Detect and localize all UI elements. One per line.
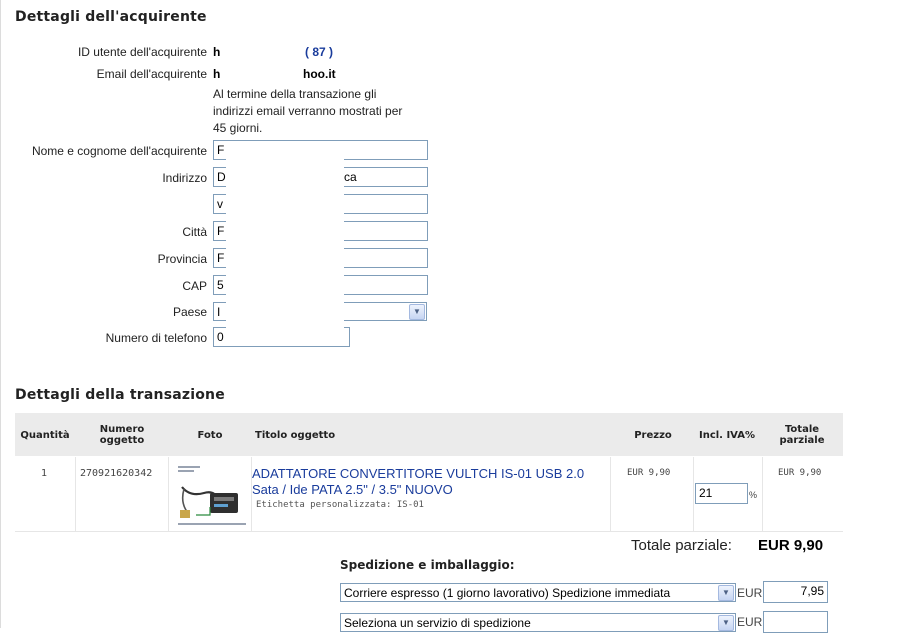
buyer-id-value[interactable]: h [213,45,221,59]
chevron-down-icon[interactable]: ▼ [718,585,734,601]
feedback-score[interactable]: ( 87 ) [305,45,334,59]
shipping-currency-1: EUR [737,586,763,600]
email-visibility-note: Al termine della transazione gli indirizzi email verranno mostrati per 45 giorni. [213,87,403,135]
row-divider [15,531,843,532]
shipping-currency-2: EUR [737,615,763,629]
custom-label: Etichetta personalizzata: IS-01 [256,500,424,510]
buyer-email-suffix: hoo.it [303,67,336,81]
zip-field[interactable]: 5 [213,275,428,295]
shipping-service-select-1[interactable] [340,583,736,602]
chevron-down-icon[interactable]: ▼ [409,304,425,320]
col-price: Prezzo [634,430,672,441]
redaction-block [224,40,302,82]
col-line-total: Totale parziale [779,424,825,446]
country-select-value: I [217,305,221,319]
item-thumbnail[interactable] [174,463,250,529]
subtotal-value: EUR 9,90 [758,537,824,554]
shipping-service-select-2[interactable] [340,613,736,632]
shipping-service-value-1: Corriere espresso (1 giorno lavorativo) Spedizione immediata [344,586,671,600]
item-photo-image [174,463,250,529]
zip-label: CAP [182,279,207,293]
row-item-number[interactable]: 270921620342 [80,468,153,479]
vat-percent-sign: % [749,490,758,500]
column-divider [75,457,76,531]
province-field[interactable]: F [213,248,428,268]
transaction-section-title: Dettagli della transazione [15,387,225,403]
address-line1-value: D [217,170,226,184]
address-line1-tail: ca [344,170,357,184]
city-field[interactable]: F [213,221,428,241]
col-vat: Incl. IVA% [698,430,755,441]
phone-label: Numero di telefono [105,331,207,345]
fullname-field[interactable]: F [213,140,428,160]
col-photo: Foto [197,430,223,441]
column-divider [168,457,169,531]
col-title: Titolo oggetto [255,430,336,441]
shipping-cost-input-2[interactable] [763,611,828,633]
item-title-link[interactable]: ADATTATORE CONVERTITORE VULTCH IS-01 USB 2.0 Sata / Ide PATA 2.5" / 3.5" NUOVO [252,466,585,497]
province-label: Provincia [157,252,207,266]
buyer-email-prefix: h [213,67,221,81]
column-divider [610,457,611,531]
row-price: EUR 9,90 [627,468,671,478]
address-label: Indirizzo [162,171,207,185]
shipping-title: Spedizione e imballaggio: [340,558,515,572]
column-divider [762,457,763,531]
buyer-id-label: ID utente dell'acquirente [77,45,207,59]
buyer-email-label: Email dell'acquirente [96,67,207,81]
shipping-cost-input-1[interactable]: 7,95 [763,581,828,603]
redaction-mask [226,142,344,332]
address-line2-field[interactable]: v [213,194,428,214]
vat-input[interactable]: 21 [695,483,748,504]
fullname-label: Nome e cognome dell'acquirente [31,144,207,158]
col-quantity: Quantità [20,430,70,441]
page-left-border [0,0,1,628]
column-divider [693,457,694,531]
shipping-service-value-2: Seleziona un servizio di spedizione [344,616,531,630]
country-label: Paese [172,305,207,319]
chevron-down-icon[interactable]: ▼ [718,615,734,631]
col-item-number: Numero oggetto [99,424,145,446]
row-quantity: 1 [41,468,48,479]
subtotal-label: Totale parziale: [631,537,732,554]
city-label: Città [182,225,207,239]
buyer-section-title: Dettagli dell'acquirente [15,9,207,25]
phone-field[interactable]: 0 [213,327,350,347]
row-line-total: EUR 9,90 [778,468,822,478]
